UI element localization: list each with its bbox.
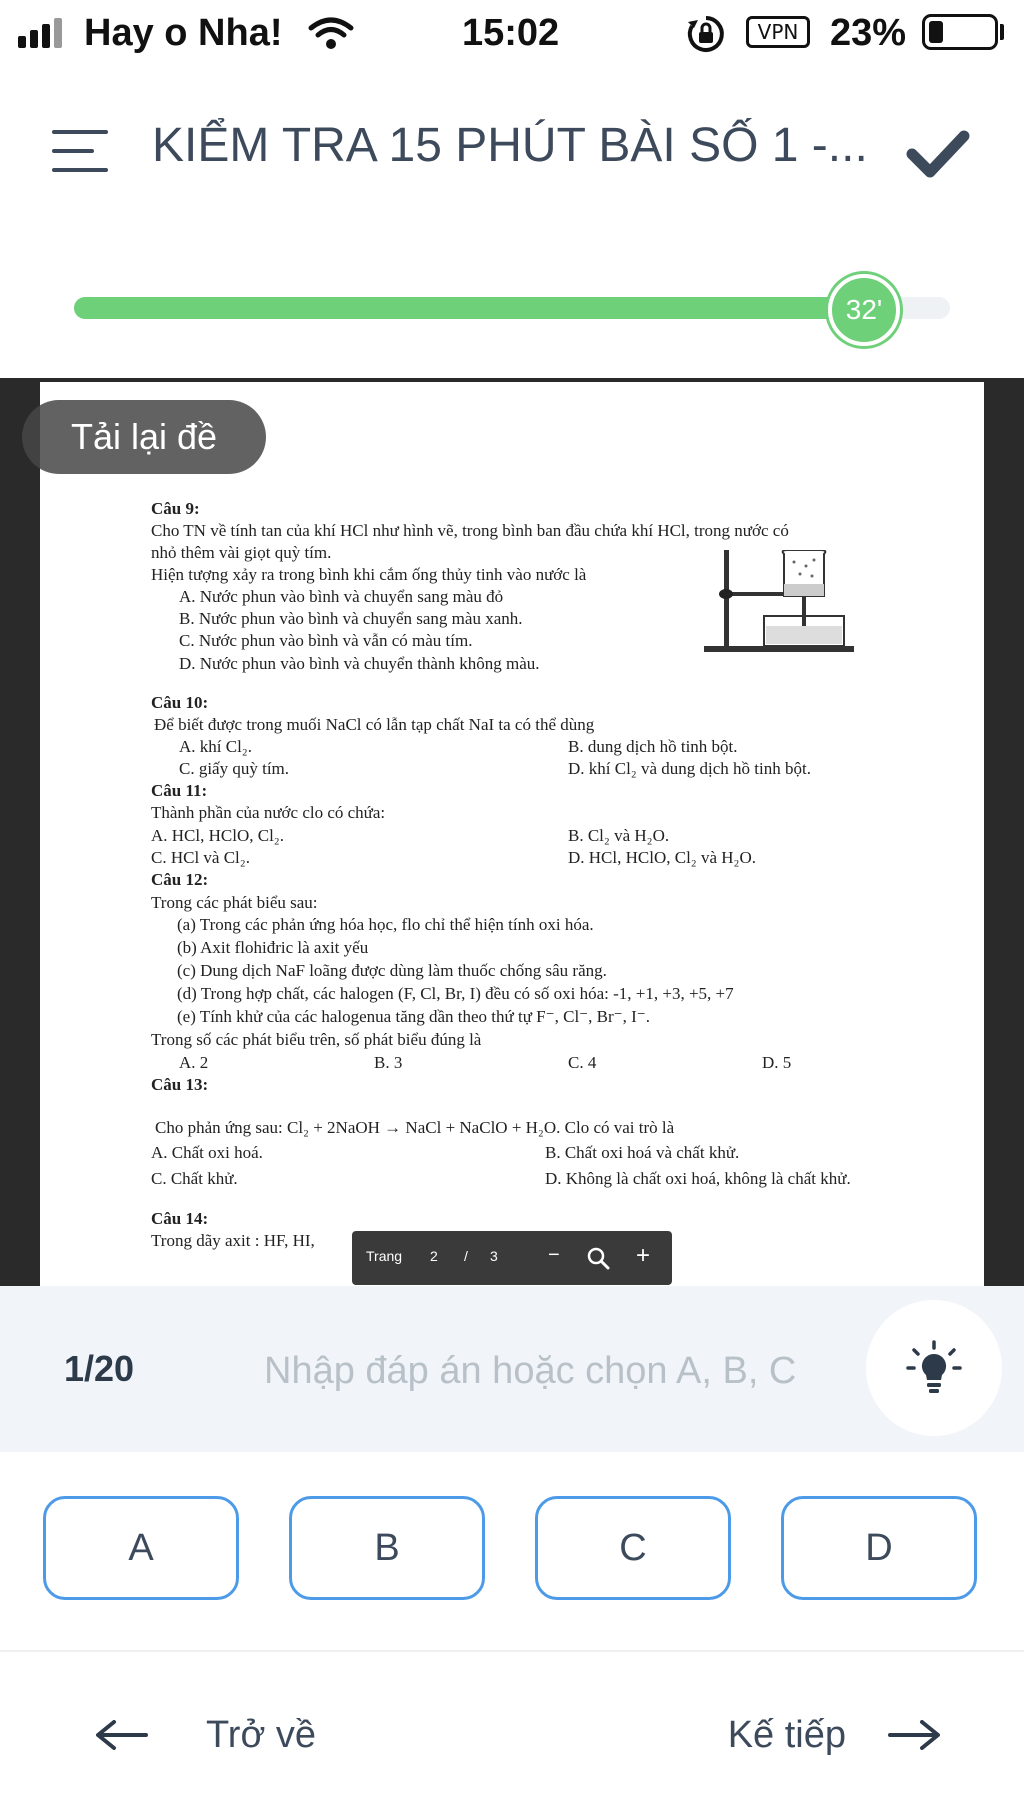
question-12-statement-d: (d) Trong hợp chất, các halogen (F, Cl, Br, I) đều có số oxi hóa: -1, +1, +3, +5, +7 [177, 984, 734, 1003]
question-9-option-c: C. Nước phun vào bình và vẫn có màu tím. [179, 631, 473, 650]
question-11-text: Thành phần của nước clo có chứa: [151, 803, 386, 822]
question-11-option-b: B. Cl₂ và H₂O. [568, 826, 670, 845]
question-13-title: Câu 13: [151, 1075, 209, 1094]
page-label: Trang [366, 1248, 403, 1264]
question-9-text-2: nhỏ thêm vài giọt quỳ tím. [151, 543, 332, 562]
pdf-toolbar [352, 1231, 672, 1285]
progress-fill [74, 297, 871, 319]
wifi-icon [308, 16, 354, 50]
hint-button[interactable] [866, 1300, 1002, 1436]
question-12-statement-c: (c) Dung dịch NaF loãng được dùng làm thuốc chống sâu răng. [177, 961, 607, 980]
battery-level [929, 21, 943, 43]
next-button[interactable] [700, 1702, 940, 1768]
rotation-lock-icon [686, 14, 726, 54]
vpn-badge: VPN [746, 16, 810, 48]
question-12-statement-b: (b) Axit flohiđric là axit yếu [177, 938, 369, 957]
document-page [40, 382, 984, 1286]
question-12-option-b: B. 3 [374, 1053, 403, 1072]
status-bar [0, 0, 1024, 66]
question-9-title: Câu 9: [151, 499, 200, 518]
question-9-option-b: B. Nước phun vào bình và chuyển sang màu xanh. [179, 609, 523, 628]
option-b-button[interactable]: B [289, 1496, 485, 1600]
question-13-option-d: D. Không là chất oxi hoá, không là chất khử. [545, 1169, 851, 1188]
question-9-option-a: A. Nước phun vào bình và chuyển sang màu đỏ [179, 587, 504, 606]
question-12-title: Câu 12: [151, 870, 209, 889]
question-11-option-d: D. HCl, HClO, Cl₂ và H₂O. [568, 848, 756, 867]
zoom-out-button[interactable]: − [548, 1244, 560, 1266]
current-page[interactable]: 2 [430, 1248, 438, 1264]
question-counter: 1/20 [64, 1348, 135, 1389]
battery-percent: 23% [830, 12, 907, 54]
question-10-title: Câu 10: [151, 693, 209, 712]
divider [0, 1650, 1024, 1652]
check-icon[interactable] [906, 126, 970, 182]
question-13-text: Cho phản ứng sau: Cl₂ + 2NaOH → NaCl + NaClO + H₂O. Clo có vai trò là [155, 1118, 675, 1137]
question-9-text-3: Hiện tượng xảy ra trong bình khi cắm ống thủy tinh vào nước là [151, 565, 587, 584]
question-12-statement-e: (e) Tính khử của các halogenua tăng dần theo thứ tự F⁻, Cl⁻, Br⁻, I⁻. [177, 1007, 650, 1026]
total-pages: 3 [490, 1248, 498, 1264]
page-title: KIỂM TRA 15 PHÚT BÀI SỐ 1 -... [152, 119, 868, 172]
page-separator: / [464, 1248, 468, 1264]
answer-input[interactable] [262, 1340, 818, 1402]
question-12-statement-a: (a) Trong các phản ứng hóa học, flo chỉ thể hiện tính oxi hóa. [177, 915, 594, 934]
back-label: Trở về [206, 1713, 317, 1756]
lightbulb-icon [904, 1338, 964, 1398]
timer-badge: 32' [828, 274, 900, 346]
question-12-option-d: D. 5 [762, 1053, 792, 1072]
signal-icon [18, 16, 64, 50]
question-11-title: Câu 11: [151, 781, 208, 800]
document-viewer[interactable] [0, 378, 1024, 1286]
question-11-option-c: C. HCl và Cl₂. [151, 848, 250, 867]
reload-exam-button[interactable]: Tải lại đề [22, 400, 266, 474]
experiment-diagram [684, 550, 864, 658]
battery-cap [1000, 24, 1004, 40]
question-9-option-d: D. Nước phun vào bình và chuyển thành không màu. [179, 654, 540, 673]
question-11-option-a: A. HCl, HClO, Cl₂. [151, 826, 284, 845]
question-12-text-2: Trong số các phát biểu trên, số phát biểu đúng là [151, 1030, 482, 1049]
question-10-option-b: B. dung dịch hồ tinh bột. [568, 737, 738, 756]
zoom-in-button[interactable]: + [636, 1242, 651, 1269]
question-12-option-c: C. 4 [568, 1053, 597, 1072]
arrow-right-icon [888, 1720, 940, 1750]
option-d-button[interactable]: D [781, 1496, 977, 1600]
next-label: Kế tiếp [727, 1713, 846, 1756]
question-9-text: Cho TN về tính tan của khí HCl như hình vẽ, trong bình ban đầu chứa khí HCl, trong nước có [151, 521, 789, 540]
clock: 15:02 [462, 12, 560, 54]
battery-icon [922, 14, 998, 50]
question-12-option-a: A. 2 [179, 1053, 209, 1072]
question-13-option-a: A. Chất oxi hoá. [151, 1143, 263, 1162]
question-14-text: Trong dãy axit : HF, HI, [151, 1231, 315, 1250]
question-13-option-c: C. Chất khử. [151, 1169, 238, 1188]
question-14-title: Câu 14: [151, 1209, 209, 1228]
question-13-option-b: B. Chất oxi hoá và chất khử. [545, 1143, 740, 1162]
option-a-button[interactable]: A [43, 1496, 239, 1600]
question-10-option-d: D. khí Cl₂ và dung dịch hồ tinh bột. [568, 759, 811, 778]
menu-icon[interactable] [52, 128, 108, 174]
back-button[interactable] [96, 1702, 356, 1768]
question-12-text: Trong các phát biểu sau: [151, 893, 318, 912]
arrow-left-icon [96, 1720, 148, 1750]
question-10-option-a: A. khí Cl₂. [179, 737, 252, 756]
question-10-option-c: C. giấy quỳ tím. [179, 759, 290, 778]
zoom-icon[interactable] [586, 1246, 610, 1270]
option-c-button[interactable]: C [535, 1496, 731, 1600]
carrier-name: Hay o Nha! [84, 12, 283, 54]
question-10-text: Để biết được trong muối NaCl có lẫn tạp chất NaI ta có thể dùng [154, 715, 595, 734]
